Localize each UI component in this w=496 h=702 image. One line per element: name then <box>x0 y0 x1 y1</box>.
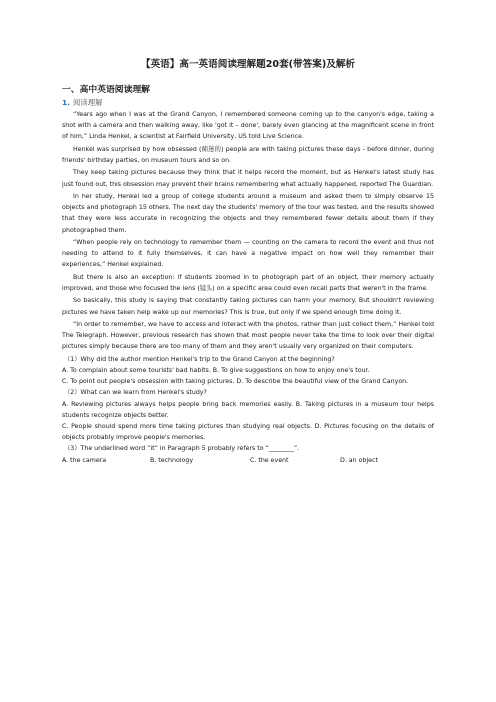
passage-paragraph: “In order to remember, we have to access and interact with the photos, rather than just collect them,” Henkel told The Telegraph. However, previous research has shown that most people never take the time to look over their digital pictures simply because there are too many of them and they aren't usually very organized on their computers. <box>62 320 434 351</box>
option-a: A. the camera <box>62 456 107 464</box>
question-options-line <box>62 455 434 466</box>
passage-paragraph: They keep taking pictures because they think that it helps record the moment, but as Henkel's latest study has just found out, this obsession may prevent their brains remembering what actually happened, reported The Guardian. <box>62 169 434 188</box>
question-options-line: A. To complain about some tourists' bad habits. B. To give suggestions on how to enjoy one's tour. <box>62 366 370 374</box>
question-options-line: A. Reviewing pictures always helps people bring back memories easily. B. Taking pictures in a museum tour helps students recognize objects better. <box>62 400 434 419</box>
item-number: 1. <box>62 98 70 107</box>
question-options-line: C. To point out people's obsession with taking pictures. D. To describe the beautiful view of the Grand Canyon. <box>62 378 409 386</box>
question-2 <box>62 387 434 443</box>
passage-paragraph: “Years ago when I was at the Grand Canyon, I remembered someone coming up to the canyon's edge, taking a shot with a camera and then walking away, like 'got it – done', barely even glancing at the magnificent scene in front of him,” Linda Henkel, a scientist at Fairfield University, US told Live Science. <box>62 111 434 141</box>
item-title: 阅读理解 <box>72 98 103 107</box>
question-1 <box>62 354 434 388</box>
question-stem: （1）Why did the author mention Henkel's trip to the Grand Canyon at the beginning? <box>64 355 335 363</box>
section-heading: 一、高中英语阅读理解 <box>62 85 150 95</box>
passage-paragraph: In her study, Henkel led a group of college students around a museum and asked them to simply observe 15 objects and photograph 15 others. The next day the students' memory of the tour was tested, and the results showed that they were less accurate in recognizing the objects and they remembered fewer details about them if they photographed them. <box>62 192 434 234</box>
document-page <box>62 58 434 466</box>
question-stem: （2）What can we learn from Henkel's study? <box>64 389 207 397</box>
passage-paragraph: But there is also an exception: if students zoomed in to photograph part of an object, their memory actually improved, and those who focused the lens (镜头) on a specific area could even recall parts that weren't in the frame. <box>62 273 434 292</box>
question-options-line: C. People should spend more time taking pictures than studying real objects. D. Pictures focusing on the details of objects probably improve people's memories. <box>62 422 434 442</box>
option-d: D. an object <box>340 456 378 464</box>
option-b: B. technology <box>150 456 194 464</box>
option-c: C. the event <box>250 456 289 464</box>
passage-paragraph: “When people rely on technology to remember them — counting on the camera to record the event and thus not needing to attend to it fully themselves, it can have a negative impact on how well they remember their experiences,” Henkel explained. <box>62 238 434 269</box>
document-title: 【英语】高一英语阅读理解题20套(带答案)及解析 <box>141 59 355 70</box>
passage-paragraph: Henkel was surprised by how obsessed (痴迷的) people are with taking pictures these days - before dinner, during friends' birthday parties, on museum tours and so on. <box>62 145 434 164</box>
passage-paragraph: So basically, this study is saying that constantly taking pictures can harm your memory. But shouldn't reviewing pictures we have taken help wake up our memories? This is true, but only if we spend enough time doing it. <box>62 297 434 316</box>
item-label <box>62 97 434 108</box>
question-stem: （3）The underlined word “it” in Paragraph 5 probably refers to “________”. <box>64 445 300 453</box>
passage <box>62 109 434 353</box>
question-3 <box>62 443 434 465</box>
